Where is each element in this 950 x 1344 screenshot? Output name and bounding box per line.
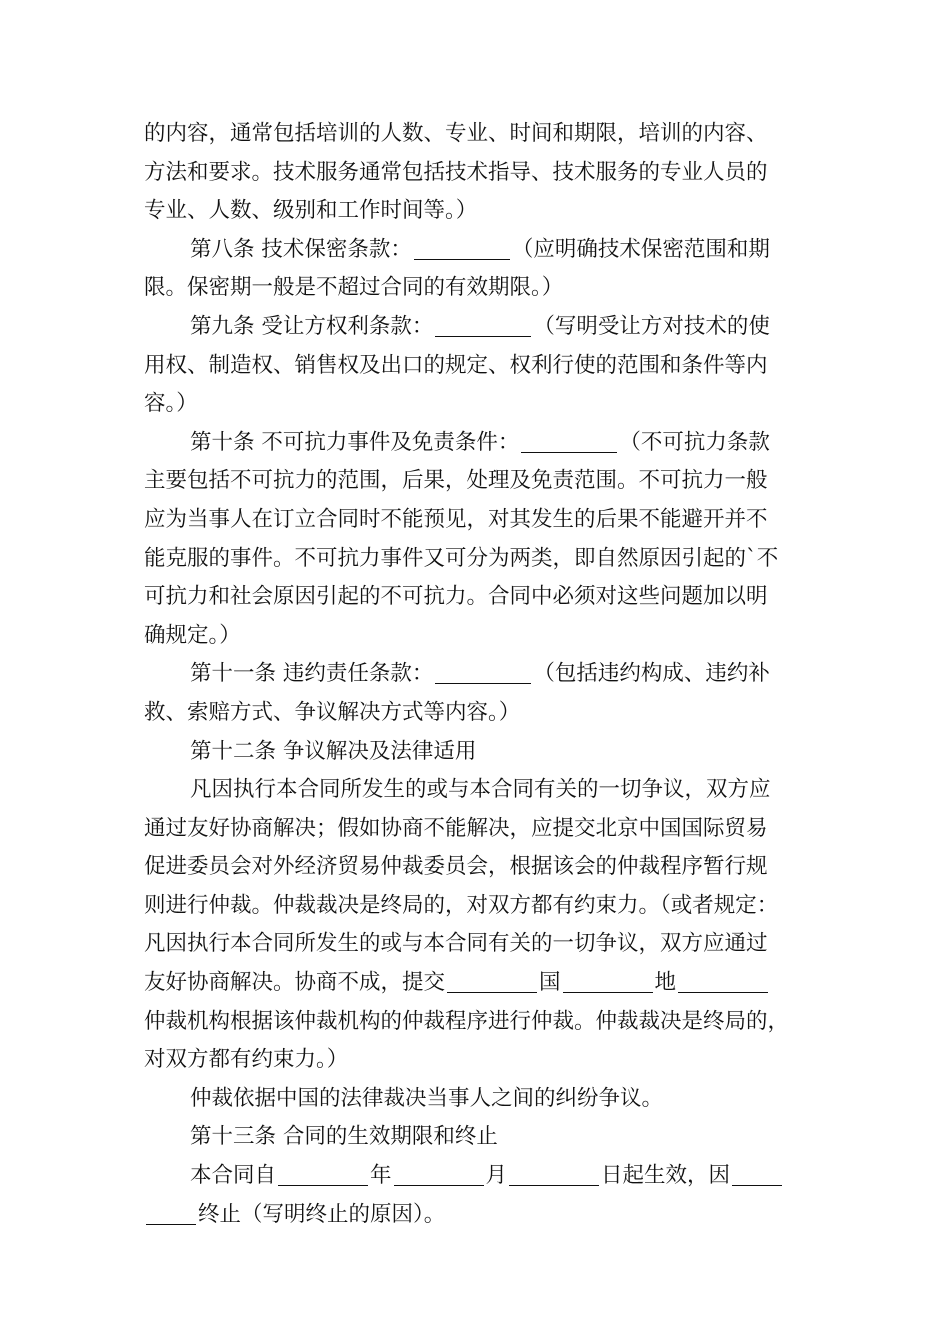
text-line: 则进行仲裁。仲裁裁决是终局的，对双方都有约束力。（或者规定：: [144, 892, 779, 918]
article-8-heading: 第八条 技术保密条款：: [190, 236, 412, 262]
text-line: 用权、制造权、销售权及出口的规定、权利行使的范围和条件等内: [144, 352, 768, 378]
text-line: 对双方都有约束力。）: [144, 1047, 349, 1073]
article-13-heading: 第十三条 合同的生效期限和终止: [190, 1124, 498, 1150]
article-9-note: （写明受让方对技术的使: [533, 313, 770, 339]
text-segment: 终止（写明终止的原因）。: [198, 1201, 446, 1227]
effective-date-line: [144, 1157, 812, 1196]
text-line: 可抗力和社会原因引起的不可抗力。合同中必须对这些问题加以明: [144, 584, 768, 610]
fill-blank: [394, 1163, 484, 1186]
text-line: 方法和要求。技术服务通常包括技术指导、技术服务的专业人员的: [144, 159, 768, 185]
text-line: 仲裁依据中国的法律裁决当事人之间的纠纷争议。: [190, 1085, 664, 1111]
text-segment: 地: [654, 970, 677, 996]
article-10-line: [144, 424, 812, 463]
article-8-note: （应明确技术保密范围和期: [511, 236, 770, 262]
article-11-heading: 第十一条 违约责任条款：: [190, 661, 434, 687]
text-line: 通过友好协商解决；假如协商不能解决，应提交北京中国国际贸易: [144, 815, 768, 841]
text-line: 容。）: [144, 391, 198, 417]
text-segment: 国: [539, 970, 561, 996]
arbitration-blanks-line: [144, 964, 812, 1003]
article-12-heading: 第十二条 争议解决及法律适用: [190, 738, 477, 764]
contract-text: [144, 115, 812, 1234]
text-segment: 友好协商解决。协商不成，提交: [144, 970, 446, 996]
article-8-line: [144, 231, 812, 270]
article-11-line: [144, 655, 812, 694]
text-line: 凡因执行本合同所发生的或与本合同有关的一切争议，双方应: [190, 777, 771, 803]
article-10-heading: 第十条 不可抗力事件及免责条件：: [190, 429, 520, 455]
fill-blank: [732, 1163, 782, 1186]
fill-blank: [414, 237, 510, 260]
article-9-heading: 第九条 受让方权利条款：: [190, 313, 434, 339]
text-line: 凡因执行本合同所发生的或与本合同有关的一切争议，双方应通过: [144, 931, 768, 957]
fill-blank: [678, 970, 768, 993]
text-segment: 本合同自: [190, 1163, 277, 1189]
fill-blank: [509, 1163, 599, 1186]
text-line: 主要包括不可抗力的范围，后果，处理及免责范围。不可抗力一般: [144, 468, 768, 494]
fill-blank: [435, 661, 531, 684]
text-segment: 年: [370, 1163, 392, 1189]
fill-blank: [521, 430, 617, 453]
text-line: 的内容，通常包括培训的人数、专业、时间和期限，培训的内容、: [144, 121, 768, 146]
termination-line: [144, 1196, 812, 1235]
text-line: 专业、人数、级别和工作时间等。）: [144, 198, 478, 224]
text-segment: 日起生效，因: [601, 1163, 731, 1189]
article-10-note: （不可抗力条款: [619, 429, 770, 455]
text-line: 限。保密期一般是不超过合同的有效期限。）: [144, 275, 564, 301]
text-line: 能克服的事件。不可抗力事件又可分为两类，即自然原因引起的`不: [144, 545, 779, 571]
text-line: 救、索赔方式、争议解决方式等内容。）: [144, 699, 521, 725]
fill-blank: [146, 1202, 196, 1225]
text-line: 促进委员会对外经济贸易仲裁委员会，根据该会的仲裁程序暂行规: [144, 854, 768, 880]
article-11-note: （包括违约构成、违约补: [533, 661, 770, 687]
text-segment: 月: [485, 1163, 508, 1189]
text-line: 确规定。）: [144, 622, 241, 648]
article-9-line: [144, 308, 812, 347]
fill-blank: [278, 1163, 368, 1186]
text-line: 仲裁机构根据该仲裁机构的仲裁程序进行仲裁。仲裁裁决是终局的，: [144, 1008, 790, 1034]
fill-blank: [435, 314, 531, 337]
text-line: 应为当事人在订立合同时不能预见，对其发生的后果不能避开并不: [144, 506, 768, 532]
fill-blank: [447, 970, 537, 993]
fill-blank: [563, 970, 653, 993]
